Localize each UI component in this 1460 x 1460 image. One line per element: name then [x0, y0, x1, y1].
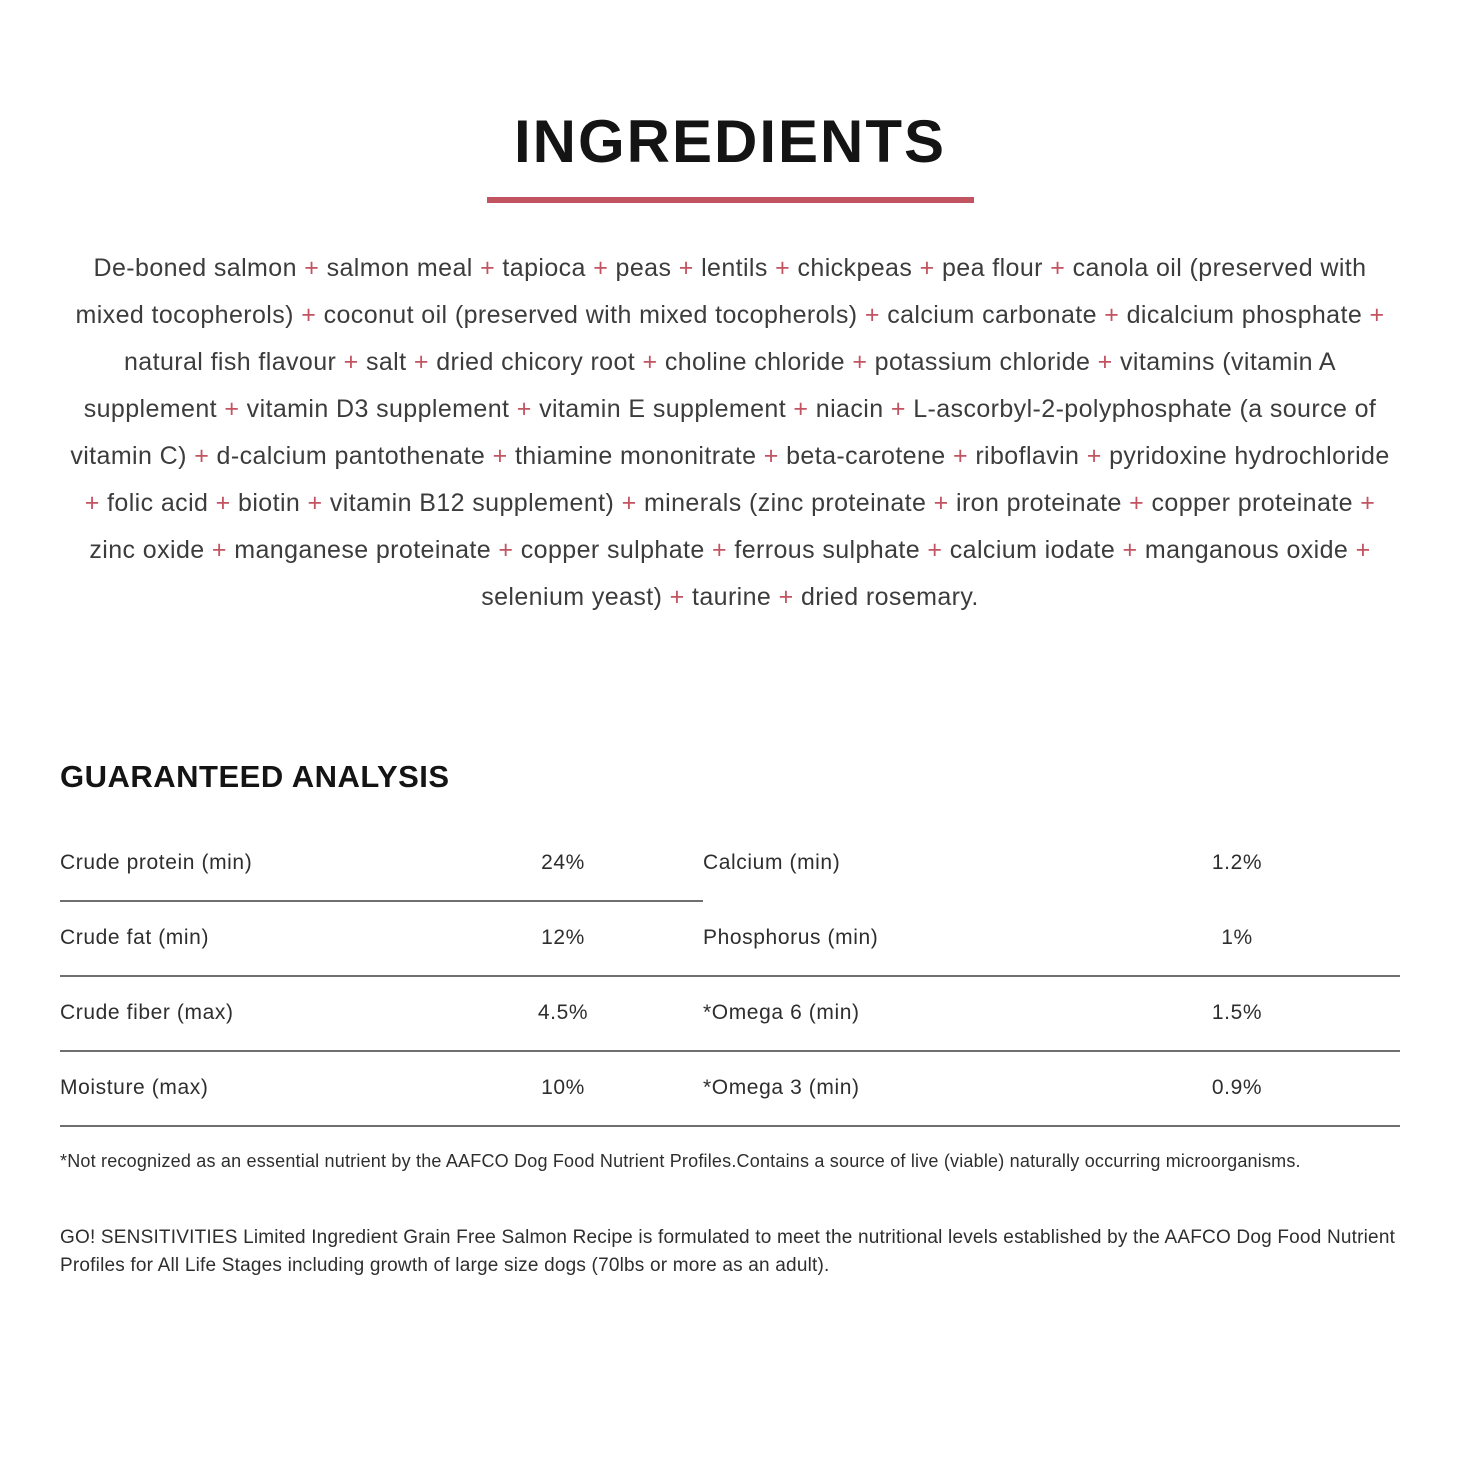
plus-separator: + — [1352, 489, 1376, 517]
title-underline — [487, 197, 974, 203]
plus-separator: + — [704, 536, 735, 564]
nutrient-label: Crude protein (min) — [60, 851, 253, 874]
plus-separator: + — [771, 583, 801, 611]
ingredient-item: tapioca — [502, 254, 586, 282]
ingredient-item: zinc oxide — [89, 536, 205, 564]
aafco-statement: GO! SENSITIVITIES Limited Ingredient Grain Free Salmon Recipe is formulated to meet the nutritional levels established by the AAFCO Dog Food Nutrient Profiles for All Life Stages including growth of large size dogs (70lbs or more as an adult). — [60, 1227, 1396, 1276]
ingredient-item: dicalcium phosphate — [1126, 301, 1363, 329]
ingredient-item: copper proteinate — [1151, 489, 1353, 517]
ingredient-item: choline chloride — [664, 348, 845, 376]
ingredient-item: natural fish flavour — [123, 348, 337, 376]
plus-separator: + — [1121, 489, 1152, 517]
plus-separator: + — [1090, 348, 1121, 376]
plus-separator: + — [204, 536, 235, 564]
plus-separator: + — [767, 254, 798, 282]
analysis-row-calcium — [703, 827, 1400, 902]
ingredient-item: pyridoxine hydrochloride — [1109, 442, 1390, 470]
ingredient-item: salt — [365, 348, 407, 376]
nutrient-value: 10% — [541, 1076, 585, 1099]
page-title: INGREDIENTS — [513, 108, 947, 175]
plus-separator: + — [1042, 254, 1073, 282]
plus-separator: + — [84, 489, 108, 517]
nutrient-label: Crude fat (min) — [60, 926, 210, 949]
ingredient-item: biotin — [238, 489, 301, 517]
ingredient-item: iron proteinate — [956, 489, 1122, 517]
ingredient-item: dried rosemary. — [800, 583, 979, 611]
plus-separator: + — [844, 348, 875, 376]
analysis-row-moisture — [60, 1052, 703, 1127]
ingredient-item: calcium carbonate — [887, 301, 1097, 329]
ingredient-item: salmon meal — [326, 254, 473, 282]
ingredient-item: beta-carotene — [786, 442, 946, 470]
analysis-row-crude-protein — [60, 827, 703, 902]
analysis-row-crude-fiber — [60, 977, 703, 1052]
ingredient-item: copper sulphate — [520, 536, 705, 564]
plus-separator: + — [186, 442, 217, 470]
ingredient-item: selenium yeast) — [481, 583, 663, 611]
nutrient-label: *Omega 6 (min) — [703, 1001, 860, 1024]
analysis-row-omega-6 — [703, 977, 1400, 1052]
ingredient-item: peas — [615, 254, 672, 282]
ingredient-item: coconut oil (preserved with mixed tocopherols) — [323, 301, 858, 329]
plus-separator: + — [926, 489, 956, 517]
ingredient-item: potassium chloride — [874, 348, 1091, 376]
nutrient-label: Phosphorus (min) — [703, 926, 879, 949]
plus-separator: + — [671, 254, 702, 282]
ingredient-item: riboflavin — [975, 442, 1080, 470]
plus-separator: + — [1096, 301, 1127, 329]
plus-separator: + — [912, 254, 942, 282]
ingredient-item: lentils — [701, 254, 768, 282]
ingredient-item: canola oil (preserved with mixed tocopherols) — [75, 254, 1367, 329]
plus-separator: + — [883, 395, 914, 423]
nutrient-value: 1.5% — [1211, 1001, 1263, 1024]
plus-separator: + — [300, 489, 330, 517]
ingredient-item: taurine — [692, 583, 772, 611]
analysis-row-crude-fat — [60, 902, 703, 977]
plus-separator: + — [509, 395, 540, 423]
plus-separator: + — [216, 395, 247, 423]
plus-separator: + — [336, 348, 366, 376]
ingredient-item: manganese proteinate — [234, 536, 492, 564]
plus-separator: + — [614, 489, 644, 517]
plus-separator: + — [635, 348, 665, 376]
plus-separator: + — [662, 583, 692, 611]
plus-separator: + — [1115, 536, 1145, 564]
plus-separator: + — [1362, 301, 1385, 329]
ingredient-item: vitamin E supplement — [539, 395, 787, 423]
plus-separator: + — [585, 254, 616, 282]
guaranteed-analysis-section — [60, 759, 1400, 1280]
analysis-table — [60, 827, 1400, 1127]
analysis-row-phosphorus — [703, 902, 1400, 977]
nutrient-label: Calcium (min) — [703, 851, 841, 874]
plus-separator: + — [1079, 442, 1110, 470]
plus-separator: + — [857, 301, 888, 329]
ingredient-item: ferrous sulphate — [734, 536, 921, 564]
analysis-row-omega-3 — [703, 1052, 1400, 1127]
ingredient-item: minerals (zinc proteinate — [643, 489, 927, 517]
ingredient-item: pea flour — [941, 254, 1043, 282]
analysis-column-right — [703, 827, 1400, 1127]
nutrient-value: 4.5% — [537, 1001, 589, 1024]
plus-separator: + — [491, 536, 521, 564]
nutrient-value: 1.2% — [1211, 851, 1263, 874]
guaranteed-analysis-heading: GUARANTEED ANALYSIS — [60, 759, 450, 794]
plus-separator: + — [208, 489, 239, 517]
ingredient-item: dried chicory root — [436, 348, 636, 376]
analysis-footnote: *Not recognized as an essential nutrient by the AAFCO Dog Food Nutrient Profiles.Contains a source of live (viable) naturally occurring microorganisms. — [60, 1151, 1301, 1171]
nutrient-value: 1% — [1221, 926, 1253, 949]
plus-separator: + — [296, 254, 327, 282]
nutrient-label: *Omega 3 (min) — [703, 1076, 860, 1099]
ingredient-item: manganous oxide — [1144, 536, 1349, 564]
plus-separator: + — [485, 442, 515, 470]
ingredient-item: d-calcium pantothenate — [216, 442, 486, 470]
ingredient-item: calcium iodate — [949, 536, 1116, 564]
plus-separator: + — [786, 395, 816, 423]
nutrient-value: 0.9% — [1211, 1076, 1263, 1099]
ingredients-paragraph — [62, 245, 1398, 621]
nutrient-label: Crude fiber (max) — [60, 1001, 234, 1024]
plus-separator: + — [472, 254, 503, 282]
plus-separator: + — [406, 348, 437, 376]
ingredient-item: niacin — [815, 395, 884, 423]
nutrient-value: 12% — [541, 926, 585, 949]
ingredient-item: vitamin D3 supplement — [246, 395, 510, 423]
ingredient-item: vitamins (vitamin A supplement — [83, 348, 1337, 423]
ingredient-item: thiamine mononitrate — [514, 442, 757, 470]
plus-separator: + — [945, 442, 976, 470]
plus-separator: + — [756, 442, 787, 470]
ingredient-item: chickpeas — [797, 254, 913, 282]
plus-separator: + — [920, 536, 950, 564]
ingredient-item: folic acid — [107, 489, 209, 517]
ingredient-item: De-boned salmon — [93, 254, 297, 282]
nutrient-value: 24% — [541, 851, 585, 874]
nutrient-label: Moisture (max) — [60, 1076, 209, 1099]
ingredient-item: vitamin B12 supplement) — [329, 489, 615, 517]
plus-separator: + — [293, 301, 324, 329]
plus-separator: + — [1348, 536, 1371, 564]
analysis-column-left — [60, 827, 703, 1127]
ingredient-item: L-ascorbyl-2-polyphosphate (a source of vitamin C) — [70, 395, 1377, 470]
